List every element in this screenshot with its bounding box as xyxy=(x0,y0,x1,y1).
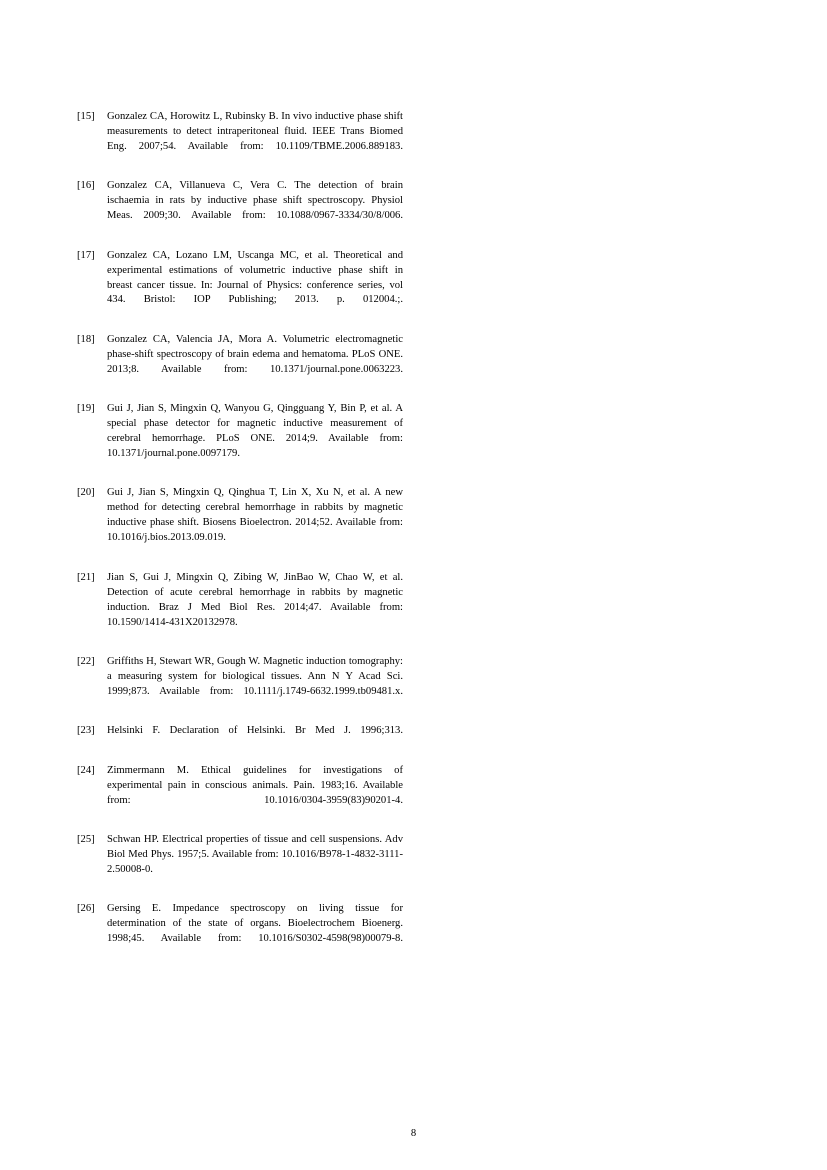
reference-label: [17] xyxy=(77,249,95,261)
reference-entry xyxy=(77,110,403,170)
reference-entry xyxy=(77,655,403,715)
reference-text: Helsinki F. Declaration of Helsinki. Br Med J. 1996;313. xyxy=(107,725,403,737)
page-number: 8 xyxy=(410,1128,417,1139)
reference-text: Gonzalez CA, Horowitz L, Rubinsky B. In vivo inductive phase shift measurements to detect intraperitoneal fluid. IEEE Trans Biomed Eng. 2007;54. Available from: 10.1109/TBME.2006.889183. xyxy=(107,111,403,152)
reference-label: [23] xyxy=(77,725,95,737)
reference-label: [19] xyxy=(77,403,95,415)
reference-entry xyxy=(77,724,403,754)
reference-label: [20] xyxy=(77,487,95,499)
reference-label: [22] xyxy=(77,656,95,667)
reference-label: [16] xyxy=(77,180,95,192)
reference-text: Zimmermann M. Ethical guidelines for investigations of experimental pain in conscious animals. Pain. 1983;16. Available from: 10.1016/0304-3959(83)​90201-4. xyxy=(107,764,403,806)
reference-text: Gui J, Jian S, Mingxin Q, Wanyou G, Qingguang Y, Bin P, et al. A special phase detector for magnetic inductive measurement of cerebral hemorrhage. PLoS ONE. 2014;9. Available from: 10.1371/journal.pone.​0097179. xyxy=(107,403,403,460)
reference-text: Gonzalez CA, Villanueva C, Vera C. The detection of brain ischaemia in rats by inductive phase shift spectroscopy. Physiol Meas. 2009;30. Available from: 10.1088/0967-3334/30/8/006. xyxy=(107,180,403,222)
reference-text: Jian S, Gui J, Mingxin Q, Zibing W, JinBao W, Chao W, et al. Detection of acute cerebral hemorrhage in rabbits by magnetic induction. Braz J Med Biol Res. 2014;47. Available from: 10.1590/1414-​431X20132978. xyxy=(107,571,403,628)
reference-label: [25] xyxy=(77,834,95,846)
reference-label: [21] xyxy=(77,571,95,583)
reference-entry xyxy=(77,249,403,324)
reference-entry xyxy=(77,571,403,646)
reference-entry xyxy=(77,764,403,824)
reference-entry xyxy=(77,833,403,893)
reference-entry xyxy=(77,402,403,477)
reference-text: Gonzalez CA, Valencia JA, Mora A. Volumetric electromagnetic phase-shift spectroscopy of brain edema and hematoma. PLoS ONE. 2013;8. Available from: 10.1371/journal.pone.0063223. xyxy=(107,333,403,375)
reference-label: [24] xyxy=(77,764,95,776)
reference-text: Gonzalez CA, Lozano LM, Uscanga MC, et al. Theoretical and experimental estimations of volumetric inductive phase shift in breast cancer tissue. In: Journal of Physics: conference series, vol 434. Bristol: IOP Publishing; 2013. p. 012004.;. xyxy=(107,249,403,306)
reference-list xyxy=(77,110,403,962)
reference-label: [26] xyxy=(77,903,95,915)
reference-entry xyxy=(77,179,403,239)
reference-entry xyxy=(77,902,403,962)
reference-label: [18] xyxy=(77,333,95,345)
reference-text: Griffiths H, Stewart WR, Gough W. Magnetic induction tomography: a measuring system for biological tissues. Ann N Y Acad Sci. 1999;873. Available from: 10.1111/j.1749-6632.1999.tb09481.x. xyxy=(107,656,403,697)
reference-text: Gersing E. Impedance spectroscopy on living tissue for determination of the state of organs. Bioelectrochem Bioenerg. 1998;45. Available from: 10.​1016/S0302-4598(98)00079-8. xyxy=(107,903,403,945)
reference-label: [15] xyxy=(77,111,95,122)
reference-text: Gui J, Jian S, Mingxin Q, Qinghua T, Lin X, Xu N, et al. A new method for detecting cerebral hemorrhage in rabbits by magnetic inductive phase shift. Biosens Bioelectron. 2014;52. Available from: 10.​1016/j.bios.2013.09.019. xyxy=(107,487,403,544)
reference-entry xyxy=(77,486,403,561)
reference-entry xyxy=(77,333,403,393)
reference-text: Schwan HP. Electrical properties of tissue and cell suspensions. Adv Biol Med Phys. 1957;5. Available from: 10.1016/B978-1-4832-3111-2.50008-0. xyxy=(107,834,403,875)
